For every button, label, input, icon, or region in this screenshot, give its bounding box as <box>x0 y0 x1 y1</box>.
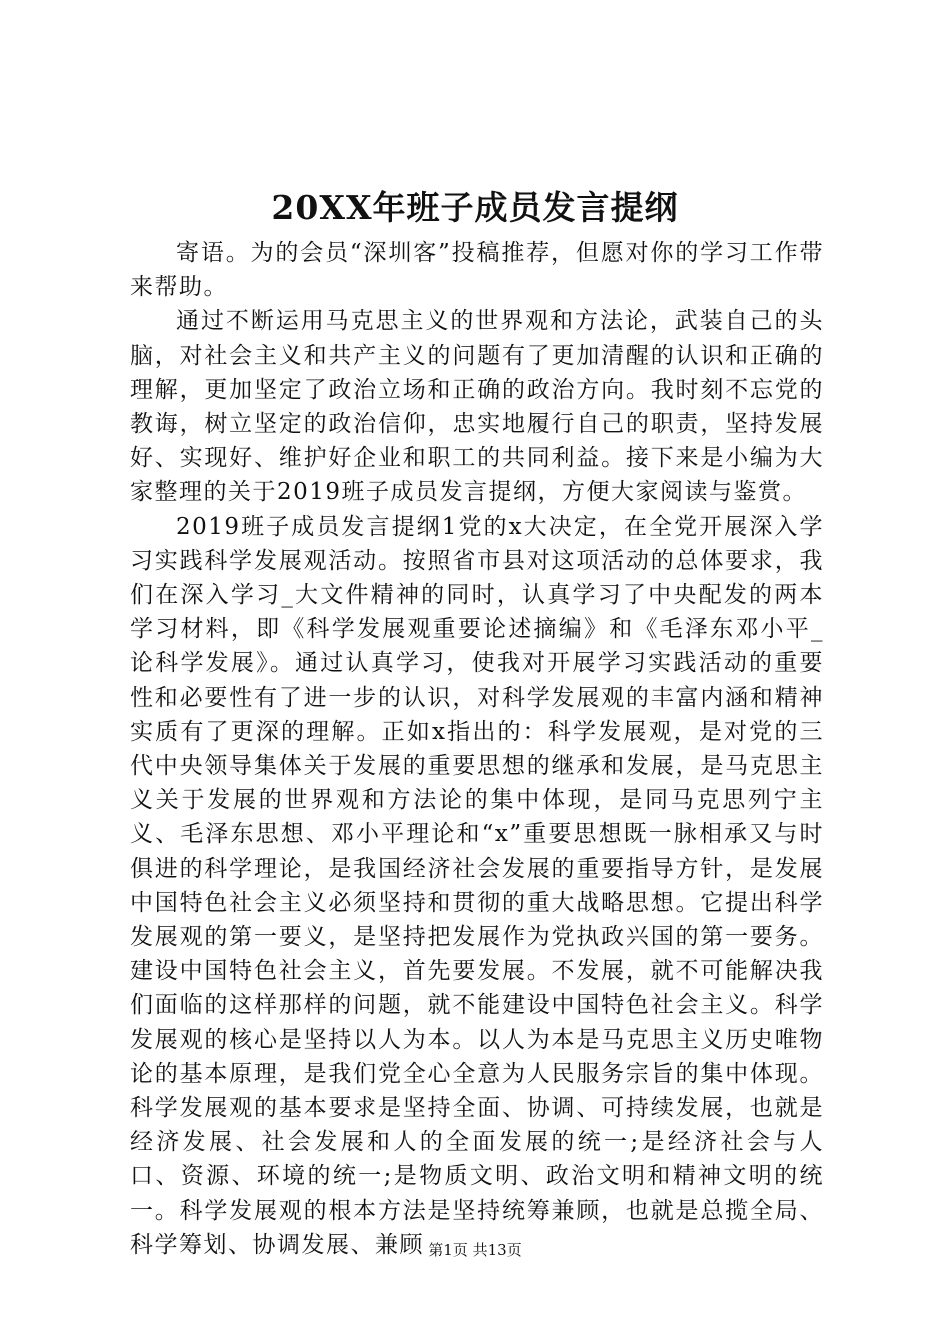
page-number: 第1页 共13页 <box>428 1241 522 1259</box>
document-title: 20XX年班子成员发言提纲 <box>271 188 679 227</box>
paragraph-main: 2019班子成员发言提纲1党的x大决定，在全党开展深入学习实践科学发展观活动。按照省市县对这项活动的总体要求，我们在深入学习_大文件精神的同时，认真学习了中央配发的两本学习材料，即《科学发展观重要论述摘编》和《毛泽东邓小平_论科学发展》。通过认真学习，使我对开展学习实践活动的重要性和必要性有了进一步的认识，对科学发展观的丰富内涵和精神实质有了更深的理解。正如x指出的：科学发展观，是对党的三代中央领导集体关于发展的重要思想的继承和发展，是马克思主义关于发展的世界观和方法论的集中体现，是同马克思列宁主义、毛泽东思想、邓小平理论和“x”重要思想既一脉相承又与时俱进的科学理论，是我国经济社会发展的重要指导方针，是发展中国特色社会主义必须坚持和贯彻的重大战略思想。它提出科学发展观的第一要义，是坚持把发展作为党执政兴国的第一要务。建设中国特色社会主义，首先要发展。不发展，就不可能解决我们面临的这样那样的问题，就不能建设中国特色社会主义。科学发展观的核心是坚持以人为本。以人为本是马克思主义历史唯物论的基本原理，是我们党全心全意为人民服务宗旨的集中体现。科学发展观的基本要求是坚持全面、协调、可持续发展，也就是经济发展、社会发展和人的全面发展的统一;是经济社会与人口、资源、环境的统一;是物质文明、政治文明和精神文明的统一。科学发展观的根本方法是坚持统筹兼顾，也就是总揽全局、科学筹划、协调发展、兼顾 <box>130 513 824 1258</box>
paragraph-summary: 通过不断运用马克思主义的世界观和方法论，武装自己的头脑，对社会主义和共产主义的问题有了更加清醒的认识和正确的理解，更加坚定了政治立场和正确的政治方向。我时刻不忘党的教诲，树立坚定的政治信仰，忠实地履行自己的职责，坚持发展好、实现好、维护好企业和职工的共同利益。接下来是小编为大家整理的关于2019班子成员发言提纲，方便大家阅读与鉴赏。 <box>130 308 824 506</box>
paragraph-intro: 寄语。为的会员“深圳客”投稿推荐，但愿对你的学习工作带来帮助。 <box>130 240 824 301</box>
document-body <box>130 236 824 1262</box>
